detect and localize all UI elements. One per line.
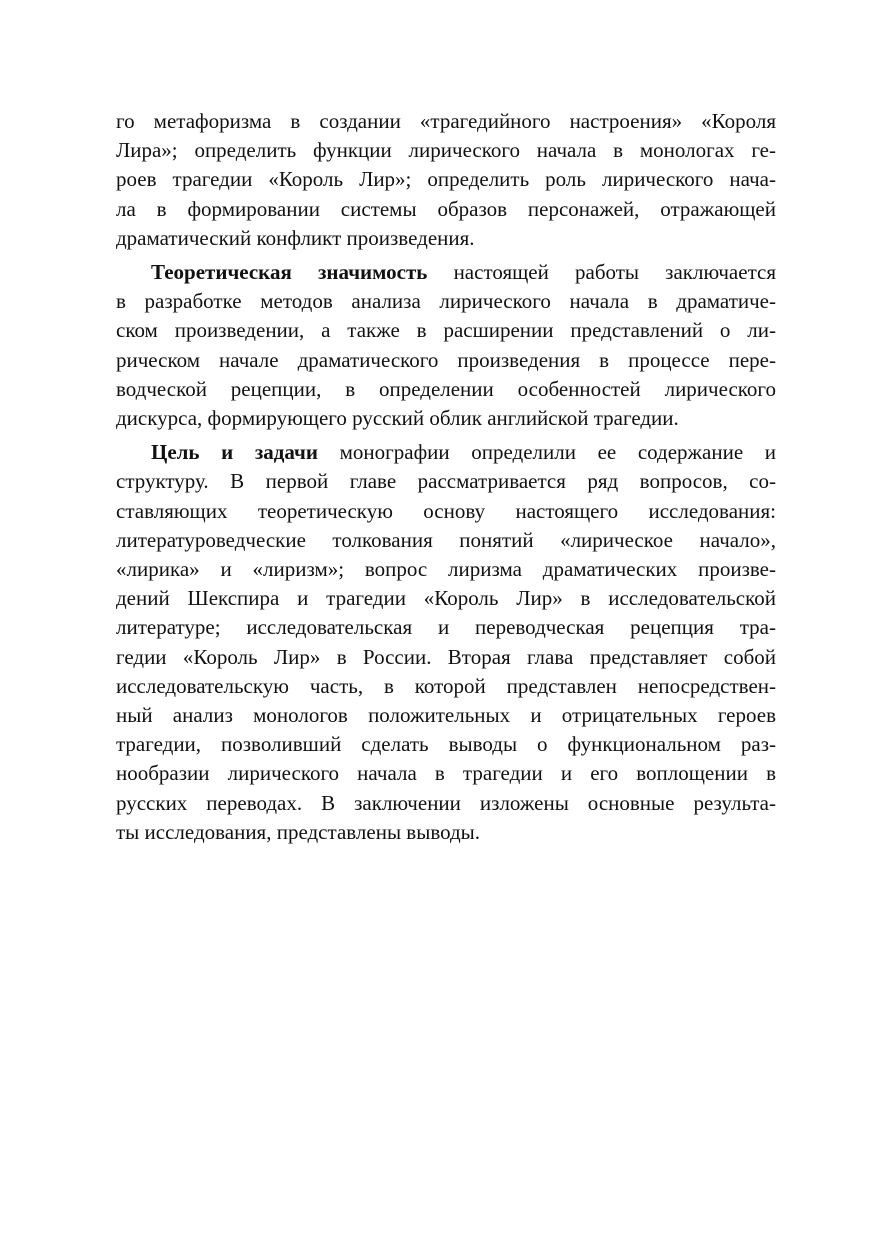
text-line: литературоведческие толкования понятий «лирическое начало», bbox=[116, 527, 776, 552]
bold-term: Теоретическая значимость bbox=[151, 260, 428, 285]
text-line: ла в формировании системы образов персонажей, отражающей bbox=[116, 196, 776, 221]
paragraph-theoretical-significance bbox=[116, 258, 776, 433]
text-line: литературе; исследовательская и переводческая рецепция тра- bbox=[116, 615, 776, 640]
text-line: дискурса, формирующего русский облик английской трагедии. bbox=[116, 406, 679, 431]
bold-term: Цель и задачи bbox=[151, 440, 319, 465]
text-line: ском произведении, а также в расширении представлений о ли- bbox=[116, 318, 776, 343]
text-line: го метафоризма в создании «трагедийного настроения» «Короля bbox=[116, 109, 776, 133]
text-line: драматический конфликт произведения. bbox=[116, 225, 475, 250]
text-line bbox=[116, 258, 776, 287]
text-line: нообразии лирического начала в трагедии и его воплощении в bbox=[116, 761, 776, 786]
text-line: Лира»; определить функции лирического начала в монологах ге- bbox=[116, 138, 776, 163]
paragraph-goals-and-tasks bbox=[116, 438, 776, 847]
text-line bbox=[116, 438, 776, 467]
text-line: «лирика» и «лиризм»; вопрос лиризма драматических произве- bbox=[116, 557, 776, 582]
paragraph-continuation bbox=[116, 107, 776, 253]
line-text: настоящей работы заключается bbox=[427, 260, 776, 285]
text-line: ставляющих теоретическую основу настоящего исследования: bbox=[116, 498, 776, 523]
text-line: русских переводах. В заключении изложены основные результа- bbox=[116, 790, 776, 815]
text-line: структуру. В первой главе рассматривается ряд вопросов, со- bbox=[116, 469, 776, 494]
document-page bbox=[116, 107, 776, 852]
text-line: водческой рецепции, в определении особенностей лирического bbox=[116, 376, 776, 401]
text-line: роев трагедии «Король Лир»; определить роль лирического нача- bbox=[116, 167, 776, 192]
text-line: рическом начале драматического произведения в процессе пере- bbox=[116, 347, 776, 372]
text-line: исследовательскую часть, в которой представлен непосредствен- bbox=[116, 673, 776, 698]
text-line: трагедии, позволивший сделать выводы о функциональном раз- bbox=[116, 732, 776, 757]
text-line: дений Шекспира и трагедии «Король Лир» в исследовательской bbox=[116, 586, 776, 611]
text-line: ный анализ монологов положительных и отрицательных героев bbox=[116, 703, 776, 728]
text-line: в разработке методов анализа лирического начала в драматиче- bbox=[116, 289, 776, 314]
text-line: ты исследования, представлены выводы. bbox=[116, 819, 481, 844]
line-text: монографии определили ее содержание и bbox=[318, 440, 777, 465]
text-line: гедии «Король Лир» в России. Вторая глава представляет собой bbox=[116, 644, 776, 669]
